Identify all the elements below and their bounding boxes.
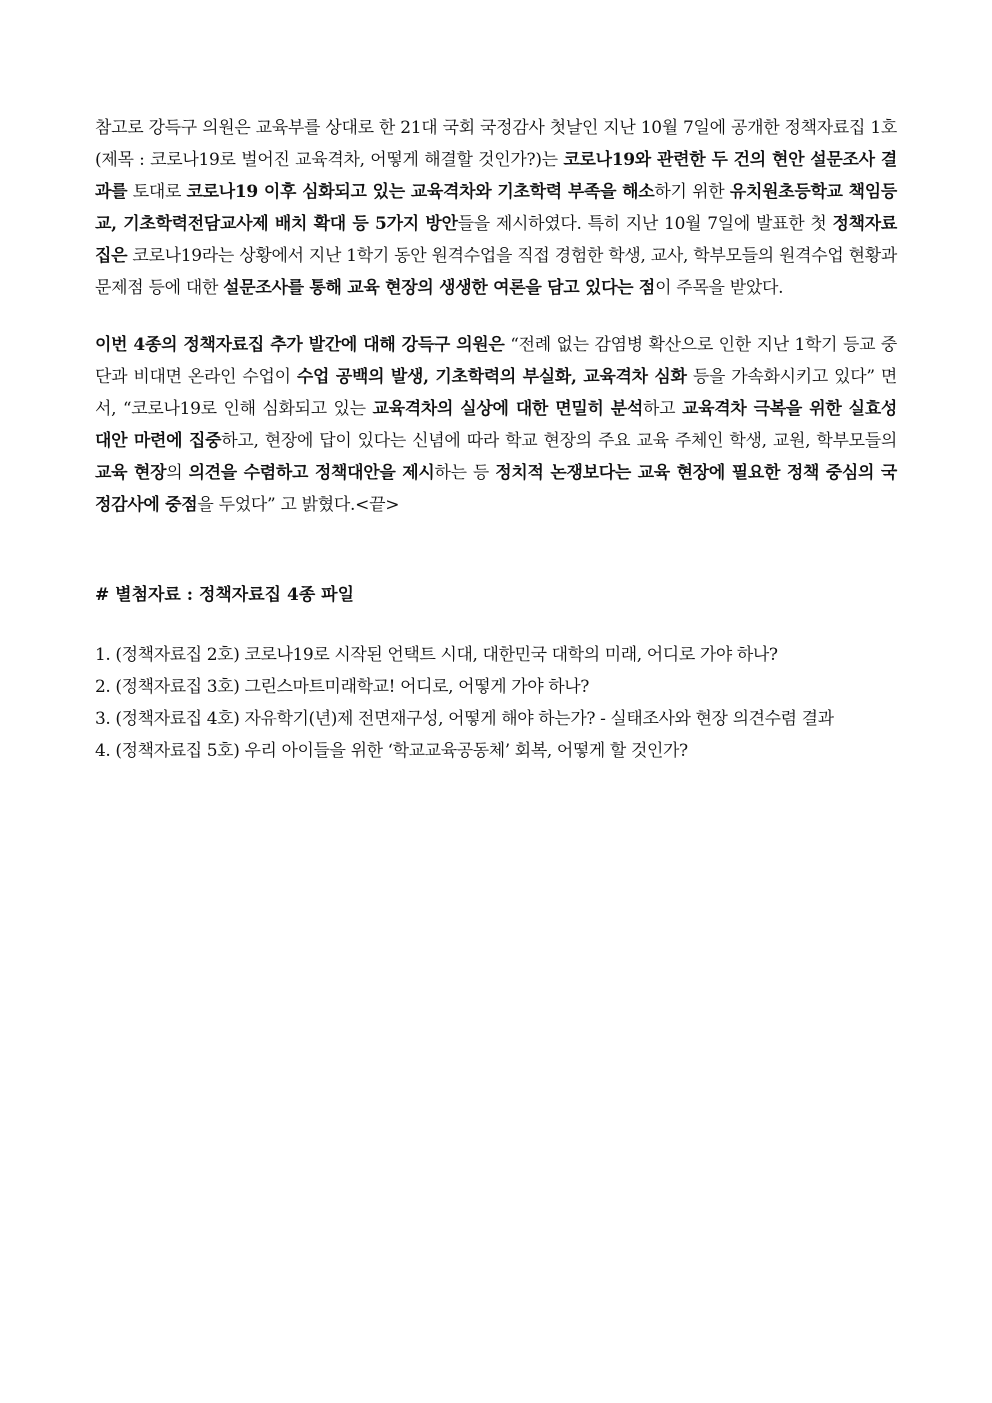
text-segment-bold: 코로나19와 관련한 두 건의 현안 설문조사 결과를 [95,150,897,202]
document-page [95,112,897,767]
text-segment-bold: 의견을 수렴하고 정책대안을 제시 [188,463,435,483]
text-segment: 하는 등 [434,463,496,483]
text-segment: 등을 가속화시키고 있다” 면서, “코로나19로 인해 심화되고 있는 [95,367,897,419]
text-segment: 하고, 현장에 답이 있다는 신념에 따라 학교 현장의 주요 교육 주체인 학생, 교원, 학부모들의 [221,431,898,451]
paragraph-spacer [95,304,897,329]
text-segment: 코로나19라는 상황에서 지난 1학기 동안 원격수업을 직접 경험한 학생, 교사, 학부모들의 원격수업 현황과 문제점 등에 대한 [95,246,897,298]
text-segment: 의 [166,463,189,483]
text-segment: 이 주목을 받았다. [655,278,784,298]
section-spacer [95,521,897,579]
text-segment-bold: 교육 현장 [95,463,167,483]
text-segment: 하고 [643,399,682,419]
attachments-list [95,639,897,767]
paragraph-reference [95,112,897,304]
heading-spacer [95,611,897,639]
text-segment: 참고로 강득구 의원은 교육부를 상대로 한 21대 국회 국정감사 첫날인 지난 10월 7일에 공개한 정책자료집 1호(제목 : 코로나19로 벌어진 교육격차, 어떻게 해결할 것인가?)는 [95,118,897,170]
text-segment-bold: 이번 4종의 정책자료집 추가 발간에 대해 강득구 의원은 [95,335,505,355]
text-segment-bold: 코로나19 이후 심화되고 있는 교육격차와 기초학력 부족을 해소 [186,182,655,202]
text-segment: 을 두었다” 고 밝혔다.<끝> [197,495,400,515]
list-item: 2. (정책자료집 3호) 그린스마트미래학교! 어디로, 어떻게 가야 하나? [95,677,590,697]
text-segment: 하기 위한 [654,182,730,202]
text-segment-bold: 교육격차의 실상에 대한 면밀히 분석 [372,399,644,419]
list-item: 1. (정책자료집 2호) 코로나19로 시작된 언택트 시대, 대한민국 대학의 미래, 어디로 가야 하나? [95,645,778,665]
text-segment-bold: 수업 공백의 발생, 기초학력의 부실화, 교육격차 심화 [296,367,687,387]
text-segment-bold: 교육격차 극복을 위한 실효성 대안 마련에 집중 [95,399,897,451]
list-item: 4. (정책자료집 5호) 우리 아이들을 위한 ‘학교교육공동체’ 회복, 어떻게 할 것인가? [95,741,688,761]
paragraph-statement [95,329,897,521]
text-segment-bold: 정치적 논쟁보다는 교육 현장에 필요한 정책 중심의 국정감사에 중점 [95,463,898,515]
text-segment-bold: 정책자료집은 [95,214,897,266]
list-item: 3. (정책자료집 4호) 자유학기(년)제 전면재구성, 어떻게 해야 하는가? - 실태조사와 현장 의견수렴 결과 [95,709,834,729]
text-segment-bold: 유치원초등학교 책임등교, 기초학력전담교사제 배치 확대 등 5가지 방안 [95,182,898,234]
text-segment: “전례 없는 감염병 확산으로 인한 지난 1학기 등교 중단과 비대면 온라인 수업이 [95,335,898,387]
text-segment: 토대로 [127,182,187,202]
text-segment-bold: 설문조사를 통해 교육 현장의 생생한 여론을 담고 있다는 점 [223,278,656,298]
text-segment: 들을 제시하였다. 특히 지난 10월 7일에 발표한 첫 [457,214,833,234]
attachments-heading: # 별첨자료 : 정책자료집 4종 파일 [95,585,355,605]
